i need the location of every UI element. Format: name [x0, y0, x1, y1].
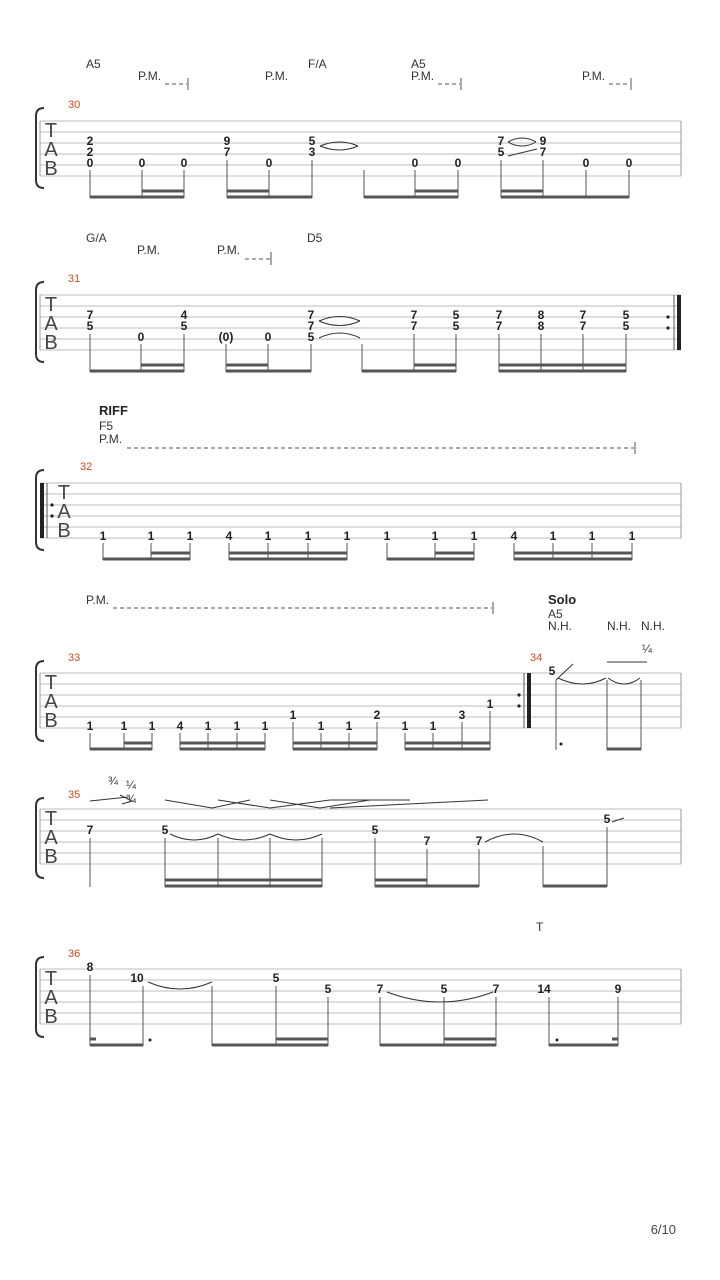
measure-number: 32 — [80, 461, 93, 473]
fret-number: 1 — [289, 708, 297, 722]
fret-number: 1 — [588, 529, 596, 543]
fret-number: 7 — [539, 145, 547, 159]
fret-number: 7 — [495, 308, 503, 322]
measure-number: 34 — [530, 652, 543, 664]
fret-number: 1 — [148, 719, 156, 733]
fret-number: 0 — [180, 156, 188, 170]
fret-number: 5 — [86, 319, 94, 333]
fret-number: 1 — [264, 529, 272, 543]
tab-clef-a: A — [57, 501, 71, 523]
fret-number: 5 — [161, 823, 169, 837]
tab-clef-b: B — [44, 158, 58, 180]
palm-mute-label: P.M. — [265, 69, 289, 83]
chord-label: A5 — [86, 57, 101, 71]
fret-number: 3 — [458, 708, 466, 722]
fret-number: 2 — [373, 708, 381, 722]
fret-number: 1 — [261, 719, 269, 733]
palm-mute-label: P.M. — [99, 432, 123, 446]
fret-number: 7 — [579, 319, 587, 333]
fret-number: 8 — [86, 960, 94, 974]
fret-number: 5 — [180, 319, 188, 333]
fret-number: 3 — [308, 145, 316, 159]
chord-label: F/A — [308, 57, 327, 71]
system-6 — [36, 920, 681, 1046]
fret-number: 1 — [204, 719, 212, 733]
fret-number: 5 — [603, 812, 611, 826]
measure-number: 36 — [68, 948, 81, 960]
rhythm-stems — [90, 160, 629, 198]
fret-number: 1 — [233, 719, 241, 733]
harmonic-label: N.H. — [548, 619, 572, 633]
fret-number: 4 — [225, 529, 233, 543]
tab-clef-a: A — [44, 691, 58, 713]
fret-number: 5 — [308, 134, 316, 148]
fret-number: (0) — [218, 330, 234, 344]
fret-number: 5 — [452, 319, 460, 333]
fret-number: 5 — [272, 971, 280, 985]
tab-clef-b: B — [57, 520, 71, 542]
fret-number: 0 — [264, 330, 272, 344]
palm-mute-label: P.M. — [86, 593, 110, 607]
measure-number: 30 — [68, 99, 81, 111]
fret-number: 7 — [86, 823, 94, 837]
fret-number: 7 — [307, 319, 315, 333]
section-label: RIFF — [99, 403, 128, 418]
fret-number: 5 — [371, 823, 379, 837]
system-5 — [36, 774, 681, 887]
fret-number: 7 — [410, 308, 418, 322]
bend-label: ¼ — [642, 642, 653, 656]
tab-clef-t: T — [44, 808, 58, 830]
fret-number: 0 — [582, 156, 590, 170]
measure-number: 33 — [68, 652, 81, 664]
fret-number: 1 — [86, 719, 94, 733]
fret-number: 5 — [497, 145, 505, 159]
fret-number: 1 — [431, 529, 439, 543]
tab-clef-b: B — [44, 846, 58, 868]
fret-number: 7 — [410, 319, 418, 333]
fret-number: 1 — [628, 529, 636, 543]
rhythm-stems — [103, 543, 632, 560]
tap-label: T — [536, 920, 544, 934]
fret-number: 7 — [497, 134, 505, 148]
tab-clef-t: T — [44, 968, 58, 990]
fret-number: 5 — [548, 664, 556, 678]
fret-number: 1 — [147, 529, 155, 543]
tab-clef-t: T — [44, 120, 58, 142]
fret-number: 1 — [549, 529, 557, 543]
fret-number: 9 — [539, 134, 547, 148]
fret-number: 8 — [537, 319, 545, 333]
fret-number: 7 — [376, 982, 384, 996]
system-3 — [36, 403, 681, 560]
system-2 — [36, 231, 681, 372]
fret-number: 4 — [176, 719, 184, 733]
fret-number: 0 — [86, 156, 94, 170]
fret-number: 4 — [510, 529, 518, 543]
fret-number: 1 — [401, 719, 409, 733]
bend-label: ¾ — [126, 792, 137, 806]
rhythm-stems — [90, 680, 641, 750]
fret-number: 1 — [304, 529, 312, 543]
fret-number: 5 — [622, 308, 630, 322]
palm-mute-label: P.M. — [137, 243, 161, 257]
fret-number: 0 — [625, 156, 633, 170]
tab-clef-a: A — [44, 827, 58, 849]
palm-mute-label: P.M. — [582, 69, 606, 83]
fret-number: 5 — [307, 330, 315, 344]
bend-label: ¾ — [108, 774, 119, 788]
fret-number: 0 — [454, 156, 462, 170]
fret-number: 7 — [223, 145, 231, 159]
palm-mute-label: P.M. — [138, 69, 162, 83]
tab-clef-a: A — [44, 139, 58, 161]
fret-number: 2 — [86, 134, 94, 148]
fret-number: 1 — [383, 529, 391, 543]
fret-number: 9 — [614, 982, 622, 996]
fret-number: 7 — [423, 834, 431, 848]
chord-label: F5 — [99, 419, 114, 433]
fret-number: 7 — [492, 982, 500, 996]
fret-number: 1 — [486, 697, 494, 711]
system-1 — [36, 57, 681, 198]
chord-label: A5 — [411, 57, 426, 71]
chord-label: A5 — [548, 607, 563, 621]
fret-number: 10 — [130, 971, 144, 985]
fret-number: 5 — [324, 982, 332, 996]
fret-number: 7 — [307, 308, 315, 322]
fret-number: 1 — [186, 529, 194, 543]
fret-number: 0 — [137, 330, 145, 344]
fret-number: 1 — [317, 719, 325, 733]
fret-number: 7 — [86, 308, 94, 322]
tab-clef-a: A — [44, 987, 58, 1009]
tab-clef-b: B — [44, 710, 58, 732]
fret-number: 5 — [452, 308, 460, 322]
bend-label: ¼ — [126, 778, 137, 792]
fret-number: 4 — [180, 308, 188, 322]
system-4 — [36, 592, 681, 750]
page-number: 6/10 — [650, 1222, 676, 1237]
fret-number: 5 — [622, 319, 630, 333]
harmonic-label: N.H. — [607, 619, 631, 633]
chord-label: G/A — [86, 231, 107, 245]
fret-number: 9 — [223, 134, 231, 148]
palm-mute-label: P.M. — [411, 69, 435, 83]
section-label: Solo — [548, 592, 577, 607]
rhythm-stems — [90, 334, 626, 372]
fret-number: 0 — [265, 156, 273, 170]
tab-clef-t: T — [44, 294, 58, 316]
fret-number: 7 — [579, 308, 587, 322]
tab-clef-t: T — [44, 672, 58, 694]
tab-clef-a: A — [44, 313, 58, 335]
fret-number: 7 — [475, 834, 483, 848]
fret-number: 5 — [440, 982, 448, 996]
fret-number: 1 — [120, 719, 128, 733]
fret-number: 7 — [495, 319, 503, 333]
fret-number: 0 — [138, 156, 146, 170]
tab-clef-t: T — [57, 482, 71, 504]
fret-number: 8 — [537, 308, 545, 322]
fret-number: 2 — [86, 145, 94, 159]
fret-number: 1 — [99, 529, 107, 543]
fret-number: 0 — [411, 156, 419, 170]
fret-number: 1 — [470, 529, 478, 543]
measure-number: 31 — [68, 273, 81, 285]
chord-label: D5 — [307, 231, 323, 245]
tab-clef-b: B — [44, 332, 58, 354]
measure-number: 35 — [68, 789, 81, 801]
fret-number: 1 — [429, 719, 437, 733]
fret-number: 14 — [537, 982, 551, 996]
harmonic-label: N.H. — [641, 619, 665, 633]
fret-number: 1 — [345, 719, 353, 733]
palm-mute-label: P.M. — [217, 243, 241, 257]
tab-clef-b: B — [44, 1006, 58, 1028]
fret-number: 1 — [343, 529, 351, 543]
